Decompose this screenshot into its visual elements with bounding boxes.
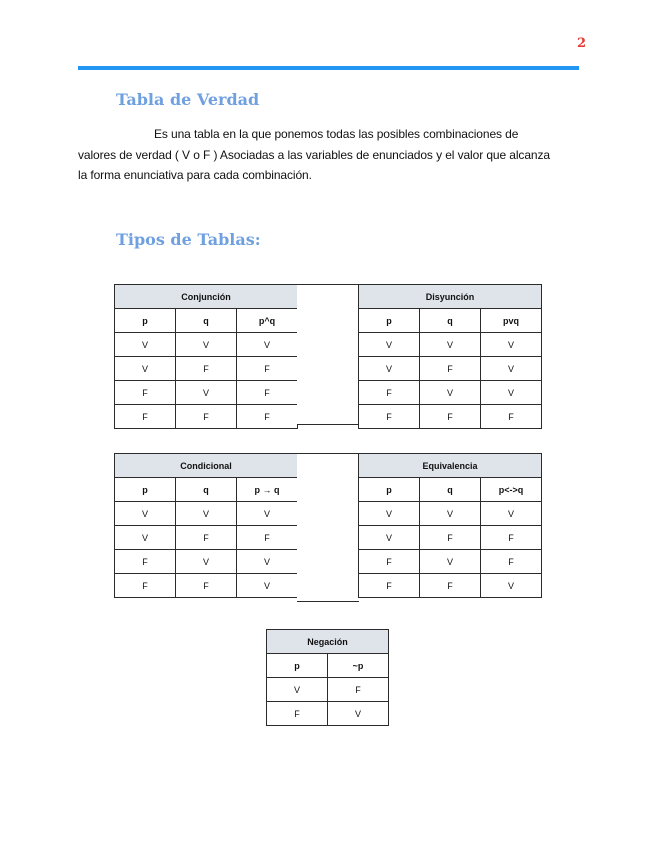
table-row — [115, 405, 298, 429]
table-cell: V — [481, 574, 542, 598]
intro-paragraph: Es una tabla en la que ponemos todas las posibles combinaciones de valores de verdad ( V o F ) Asociadas a las variables de enunciados y el valor que alcanza la forma enunciativa para cada combinación. — [78, 127, 550, 182]
table-cell: V — [420, 502, 481, 526]
table-cell: F — [115, 405, 176, 429]
column-header: q — [176, 478, 237, 502]
table-title-row — [359, 285, 542, 309]
table-cell: V — [359, 357, 420, 381]
table-row — [115, 381, 298, 405]
table-row — [115, 357, 298, 381]
table-row — [115, 526, 298, 550]
table-cell: F — [481, 550, 542, 574]
table-cell: F — [237, 405, 298, 429]
table-cell: F — [237, 381, 298, 405]
table-cell: F — [176, 574, 237, 598]
table-cell: V — [328, 702, 389, 726]
table-title-row — [115, 285, 298, 309]
table-row — [359, 502, 542, 526]
table-row — [359, 381, 542, 405]
table-title: Condicional — [115, 454, 298, 478]
table-cell: F — [267, 702, 328, 726]
table-row — [115, 574, 298, 598]
table-cell: F — [115, 574, 176, 598]
table-cell: F — [176, 405, 237, 429]
table-row — [115, 550, 298, 574]
table-row — [359, 550, 542, 574]
table-row — [267, 678, 389, 702]
table-cell: V — [481, 333, 542, 357]
table-cell: F — [176, 357, 237, 381]
table-conjuncion — [114, 284, 298, 429]
table-cell: V — [359, 333, 420, 357]
table-row — [359, 333, 542, 357]
column-header: p — [115, 478, 176, 502]
table-cell: F — [237, 526, 298, 550]
table-cell: F — [359, 574, 420, 598]
table-cell: V — [237, 502, 298, 526]
column-header: p^q — [237, 309, 298, 333]
column-header: q — [176, 309, 237, 333]
table-cell: V — [420, 381, 481, 405]
table-cell: V — [115, 333, 176, 357]
table-cell: V — [359, 526, 420, 550]
table-cell: F — [237, 357, 298, 381]
table-title: Negación — [267, 630, 389, 654]
table-gap-box — [297, 453, 359, 602]
column-header: p → q — [237, 478, 298, 502]
table-title-row — [359, 454, 542, 478]
table-cell: V — [267, 678, 328, 702]
table-cell: V — [481, 381, 542, 405]
column-header: pvq — [481, 309, 542, 333]
table-negacion — [266, 629, 389, 726]
column-header: p — [115, 309, 176, 333]
column-header: p — [359, 309, 420, 333]
table-row — [267, 702, 389, 726]
table-cell: F — [481, 526, 542, 550]
column-header: q — [420, 478, 481, 502]
table-row — [359, 357, 542, 381]
column-header: p — [267, 654, 328, 678]
table-title-row — [115, 454, 298, 478]
table-row — [359, 574, 542, 598]
column-header: ~p — [328, 654, 389, 678]
table-cell: V — [115, 502, 176, 526]
table-cell: F — [176, 526, 237, 550]
table-title: Conjunción — [115, 285, 298, 309]
column-header: p<->q — [481, 478, 542, 502]
table-header-row — [115, 309, 298, 333]
section-title-tipos-de-tablas: Tipos de Tablas: — [116, 230, 261, 249]
table-cell: F — [359, 550, 420, 574]
table-cell: F — [420, 574, 481, 598]
table-disyuncion — [358, 284, 542, 429]
table-cell: V — [176, 502, 237, 526]
header-rule — [78, 66, 579, 70]
column-header: q — [420, 309, 481, 333]
table-cell: V — [115, 526, 176, 550]
table-header-row — [115, 478, 298, 502]
table-row — [359, 526, 542, 550]
table-cell: V — [481, 357, 542, 381]
table-title: Disyunción — [359, 285, 542, 309]
table-cell: V — [420, 333, 481, 357]
column-header: p — [359, 478, 420, 502]
page-number: 2 — [576, 36, 586, 51]
table-cell: F — [420, 526, 481, 550]
table-equivalencia — [358, 453, 542, 598]
table-cell: F — [115, 381, 176, 405]
section-title-tabla-de-verdad: Tabla de Verdad — [116, 90, 260, 109]
table-row — [359, 405, 542, 429]
table-cell: F — [328, 678, 389, 702]
table-cell: V — [481, 502, 542, 526]
table-cell: V — [115, 357, 176, 381]
table-cell: V — [359, 502, 420, 526]
table-cell: F — [420, 405, 481, 429]
table-header-row — [359, 309, 542, 333]
table-cell: F — [481, 405, 542, 429]
table-header-row — [359, 478, 542, 502]
table-cell: F — [420, 357, 481, 381]
table-cell: V — [237, 550, 298, 574]
table-header-row — [267, 654, 389, 678]
table-row — [115, 333, 298, 357]
table-condicional — [114, 453, 298, 598]
table-cell: V — [176, 550, 237, 574]
table-cell: V — [237, 574, 298, 598]
table-cell: V — [420, 550, 481, 574]
table-row — [115, 502, 298, 526]
table-title-row — [267, 630, 389, 654]
table-cell: F — [115, 550, 176, 574]
table-title: Equivalencia — [359, 454, 542, 478]
table-cell: F — [359, 405, 420, 429]
table-cell: V — [176, 333, 237, 357]
table-gap-box — [297, 284, 359, 425]
table-cell: F — [359, 381, 420, 405]
table-cell: V — [176, 381, 237, 405]
table-cell: V — [237, 333, 298, 357]
